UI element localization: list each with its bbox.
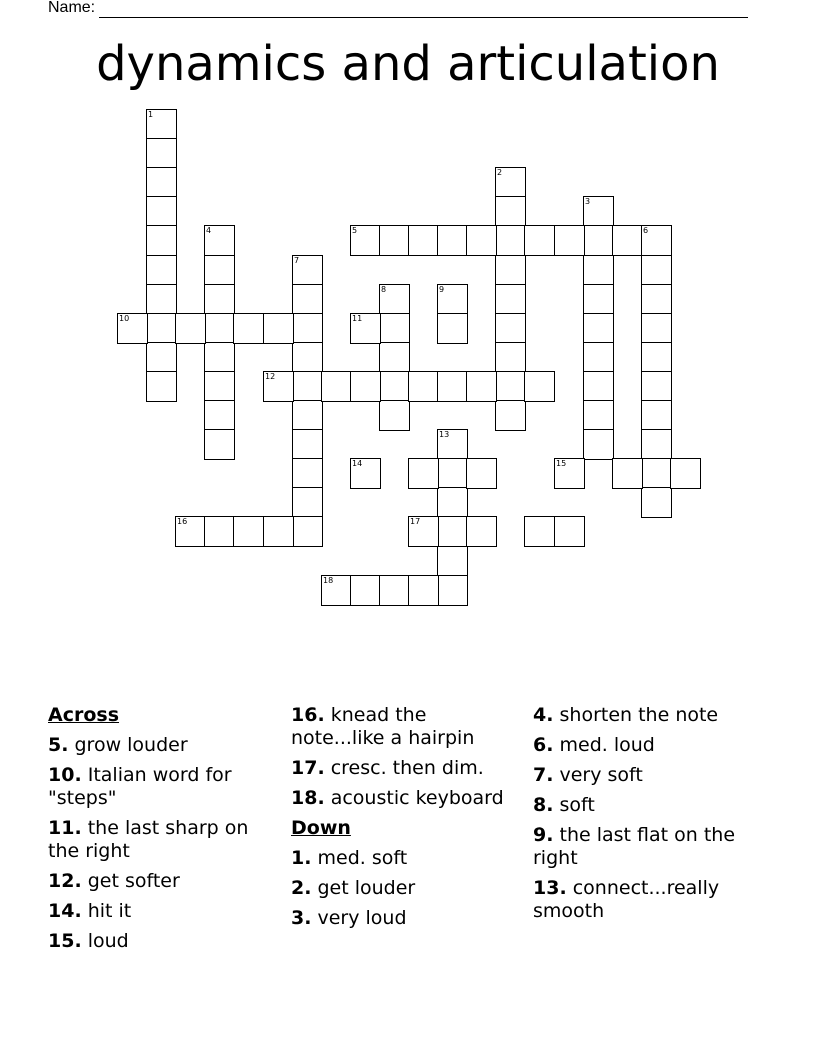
clue-down-4: 4. shorten the note bbox=[533, 704, 719, 726]
grid-cell[interactable] bbox=[408, 458, 439, 489]
grid-cell[interactable] bbox=[379, 284, 410, 315]
name-label: Name: bbox=[48, 0, 96, 16]
grid-cell[interactable] bbox=[292, 429, 323, 460]
grid-cell[interactable] bbox=[495, 342, 526, 373]
grid-cell[interactable] bbox=[466, 225, 497, 256]
grid-cell[interactable] bbox=[495, 400, 526, 431]
clue-across-11: 11. the last sharp on the right bbox=[48, 817, 249, 862]
down-heading: Down bbox=[291, 817, 351, 839]
grid-cell[interactable] bbox=[612, 458, 643, 489]
grid-cell[interactable] bbox=[437, 458, 468, 489]
grid-cell[interactable] bbox=[408, 371, 439, 402]
grid-cell[interactable] bbox=[292, 371, 323, 402]
grid-cell[interactable] bbox=[146, 167, 177, 198]
grid-cell[interactable] bbox=[146, 109, 177, 140]
grid-cell[interactable] bbox=[204, 284, 235, 315]
cell-number: 12 bbox=[265, 372, 276, 381]
grid-cell[interactable] bbox=[292, 516, 323, 547]
grid-cell[interactable] bbox=[146, 342, 177, 373]
grid-cell[interactable] bbox=[495, 371, 526, 402]
grid-cell[interactable] bbox=[117, 313, 148, 344]
cell-number: 15 bbox=[556, 459, 567, 468]
clues-column-1 bbox=[48, 704, 280, 960]
grid-cell[interactable] bbox=[292, 342, 323, 373]
grid-cell[interactable] bbox=[524, 516, 555, 547]
cell-number: 13 bbox=[439, 430, 450, 439]
clue-across-5: 5. grow louder bbox=[48, 734, 188, 756]
grid-cell[interactable] bbox=[292, 400, 323, 431]
clue-across-10: 10. Italian word for "steps" bbox=[48, 764, 232, 809]
clue-down-9: 9. the last flat on the right bbox=[533, 824, 736, 869]
grid-cell[interactable] bbox=[641, 487, 672, 518]
grid-cell[interactable] bbox=[437, 516, 468, 547]
grid-cell[interactable] bbox=[321, 371, 352, 402]
grid-cell[interactable] bbox=[204, 225, 235, 256]
grid-cell[interactable] bbox=[146, 255, 177, 286]
grid-cell[interactable] bbox=[379, 371, 410, 402]
cell-number: 11 bbox=[352, 314, 363, 323]
grid-cell[interactable] bbox=[437, 313, 468, 344]
grid-cell[interactable] bbox=[641, 371, 672, 402]
grid-cell[interactable] bbox=[641, 255, 672, 286]
cell-number: 16 bbox=[177, 517, 188, 526]
grid-cell[interactable] bbox=[292, 284, 323, 315]
grid-cell[interactable] bbox=[379, 225, 410, 256]
clue-across-16: 16. knead the note...like a hairpin bbox=[291, 704, 475, 749]
grid-cell[interactable] bbox=[379, 400, 410, 431]
grid-cell[interactable] bbox=[524, 225, 555, 256]
grid-cell[interactable] bbox=[466, 371, 497, 402]
clue-down-7: 7. very soft bbox=[533, 764, 643, 786]
grid-cell[interactable] bbox=[495, 255, 526, 286]
grid-cell[interactable] bbox=[204, 429, 235, 460]
grid-cell[interactable] bbox=[408, 516, 439, 547]
clue-across-17: 17. cresc. then dim. bbox=[291, 757, 484, 779]
grid-cell[interactable] bbox=[583, 313, 614, 344]
grid-cell[interactable] bbox=[146, 371, 177, 402]
clue-down-3: 3. very loud bbox=[291, 907, 407, 929]
cell-number: 5 bbox=[352, 226, 358, 235]
grid-cell[interactable] bbox=[233, 313, 264, 344]
grid-cell[interactable] bbox=[437, 225, 468, 256]
grid-cell[interactable] bbox=[292, 487, 323, 518]
grid-cell[interactable] bbox=[495, 225, 526, 256]
grid-cell[interactable] bbox=[554, 458, 585, 489]
cell-number: 18 bbox=[323, 576, 334, 585]
grid-cell[interactable] bbox=[583, 225, 614, 256]
grid-cell[interactable] bbox=[379, 313, 410, 344]
grid-cell[interactable] bbox=[350, 575, 381, 606]
clue-across-15: 15. loud bbox=[48, 930, 129, 952]
cell-number: 14 bbox=[352, 459, 363, 468]
grid-cell[interactable] bbox=[263, 313, 294, 344]
grid-cell[interactable] bbox=[408, 575, 439, 606]
grid-cell[interactable] bbox=[583, 371, 614, 402]
grid-cell[interactable] bbox=[204, 342, 235, 373]
grid-cell[interactable] bbox=[641, 342, 672, 373]
grid-cell[interactable] bbox=[175, 516, 206, 547]
grid-cell[interactable] bbox=[204, 255, 235, 286]
grid-cell[interactable] bbox=[583, 429, 614, 460]
clue-across-12: 12. get softer bbox=[48, 870, 180, 892]
grid-cell[interactable] bbox=[495, 196, 526, 227]
grid-cell[interactable] bbox=[437, 546, 468, 577]
grid-cell[interactable] bbox=[583, 284, 614, 315]
grid-cell[interactable] bbox=[495, 284, 526, 315]
grid-cell[interactable] bbox=[146, 284, 177, 315]
cell-number: 7 bbox=[294, 256, 300, 265]
grid-cell[interactable] bbox=[466, 458, 497, 489]
grid-cell[interactable] bbox=[641, 313, 672, 344]
grid-cell[interactable] bbox=[495, 313, 526, 344]
grid-cell[interactable] bbox=[641, 458, 672, 489]
clue-across-18: 18. acoustic keyboard bbox=[291, 787, 504, 809]
grid-cell[interactable] bbox=[204, 400, 235, 431]
grid-cell[interactable] bbox=[146, 313, 177, 344]
clue-down-13: 13. connect...really smooth bbox=[533, 877, 720, 922]
cell-number: 3 bbox=[585, 197, 591, 206]
grid-cell[interactable] bbox=[641, 284, 672, 315]
grid-cell[interactable] bbox=[583, 400, 614, 431]
cell-number: 4 bbox=[206, 226, 212, 235]
grid-cell[interactable] bbox=[437, 487, 468, 518]
grid-cell[interactable] bbox=[292, 255, 323, 286]
cell-number: 10 bbox=[119, 314, 130, 323]
grid-cell[interactable] bbox=[350, 371, 381, 402]
grid-cell[interactable] bbox=[146, 196, 177, 227]
grid-cell[interactable] bbox=[263, 516, 294, 547]
grid-cell[interactable] bbox=[437, 575, 468, 606]
grid-cell[interactable] bbox=[204, 371, 235, 402]
grid-cell[interactable] bbox=[437, 371, 468, 402]
cell-number: 6 bbox=[643, 226, 649, 235]
grid-cell[interactable] bbox=[146, 225, 177, 256]
page-title: dynamics and articulation bbox=[96, 36, 720, 92]
grid-cell[interactable] bbox=[641, 225, 672, 256]
grid-cell[interactable] bbox=[204, 313, 235, 344]
grid-cell[interactable] bbox=[292, 313, 323, 344]
grid-cell[interactable] bbox=[524, 371, 555, 402]
grid-cell[interactable] bbox=[583, 255, 614, 286]
clue-down-1: 1. med. soft bbox=[291, 847, 408, 869]
clues-column-2 bbox=[291, 704, 523, 937]
grid-cell[interactable] bbox=[321, 575, 352, 606]
grid-cell[interactable] bbox=[670, 458, 701, 489]
clue-down-8: 8. soft bbox=[533, 794, 595, 816]
grid-cell[interactable] bbox=[437, 284, 468, 315]
clue-down-6: 6. med. loud bbox=[533, 734, 655, 756]
grid-cell[interactable] bbox=[641, 400, 672, 431]
grid-cell[interactable] bbox=[437, 429, 468, 460]
grid-cell[interactable] bbox=[495, 167, 526, 198]
grid-cell[interactable] bbox=[641, 429, 672, 460]
clue-down-2: 2. get louder bbox=[291, 877, 416, 899]
grid-cell[interactable] bbox=[175, 313, 206, 344]
grid-cell[interactable] bbox=[554, 516, 585, 547]
grid-cell[interactable] bbox=[379, 575, 410, 606]
grid-cell[interactable] bbox=[408, 225, 439, 256]
grid-cell[interactable] bbox=[292, 458, 323, 489]
cell-number: 1 bbox=[148, 110, 154, 119]
clue-across-14: 14. hit it bbox=[48, 900, 132, 922]
grid-cell[interactable] bbox=[466, 516, 497, 547]
grid-cell[interactable] bbox=[350, 458, 381, 489]
grid-cell[interactable] bbox=[204, 516, 235, 547]
cell-number: 8 bbox=[381, 285, 387, 294]
grid-cell[interactable] bbox=[554, 225, 585, 256]
grid-cell[interactable] bbox=[350, 225, 381, 256]
grid-cell[interactable] bbox=[263, 371, 294, 402]
grid-cell[interactable] bbox=[350, 313, 381, 344]
cell-number: 17 bbox=[410, 517, 421, 526]
grid-cell[interactable] bbox=[612, 225, 643, 256]
across-heading: Across bbox=[48, 704, 120, 726]
cell-number: 9 bbox=[439, 285, 445, 294]
grid-cell[interactable] bbox=[146, 138, 177, 169]
grid-cell[interactable] bbox=[233, 516, 264, 547]
grid-cell[interactable] bbox=[379, 342, 410, 373]
cell-number: 2 bbox=[497, 168, 503, 177]
clues-column-3 bbox=[533, 704, 765, 930]
grid-cell[interactable] bbox=[583, 342, 614, 373]
grid-cell[interactable] bbox=[583, 196, 614, 227]
